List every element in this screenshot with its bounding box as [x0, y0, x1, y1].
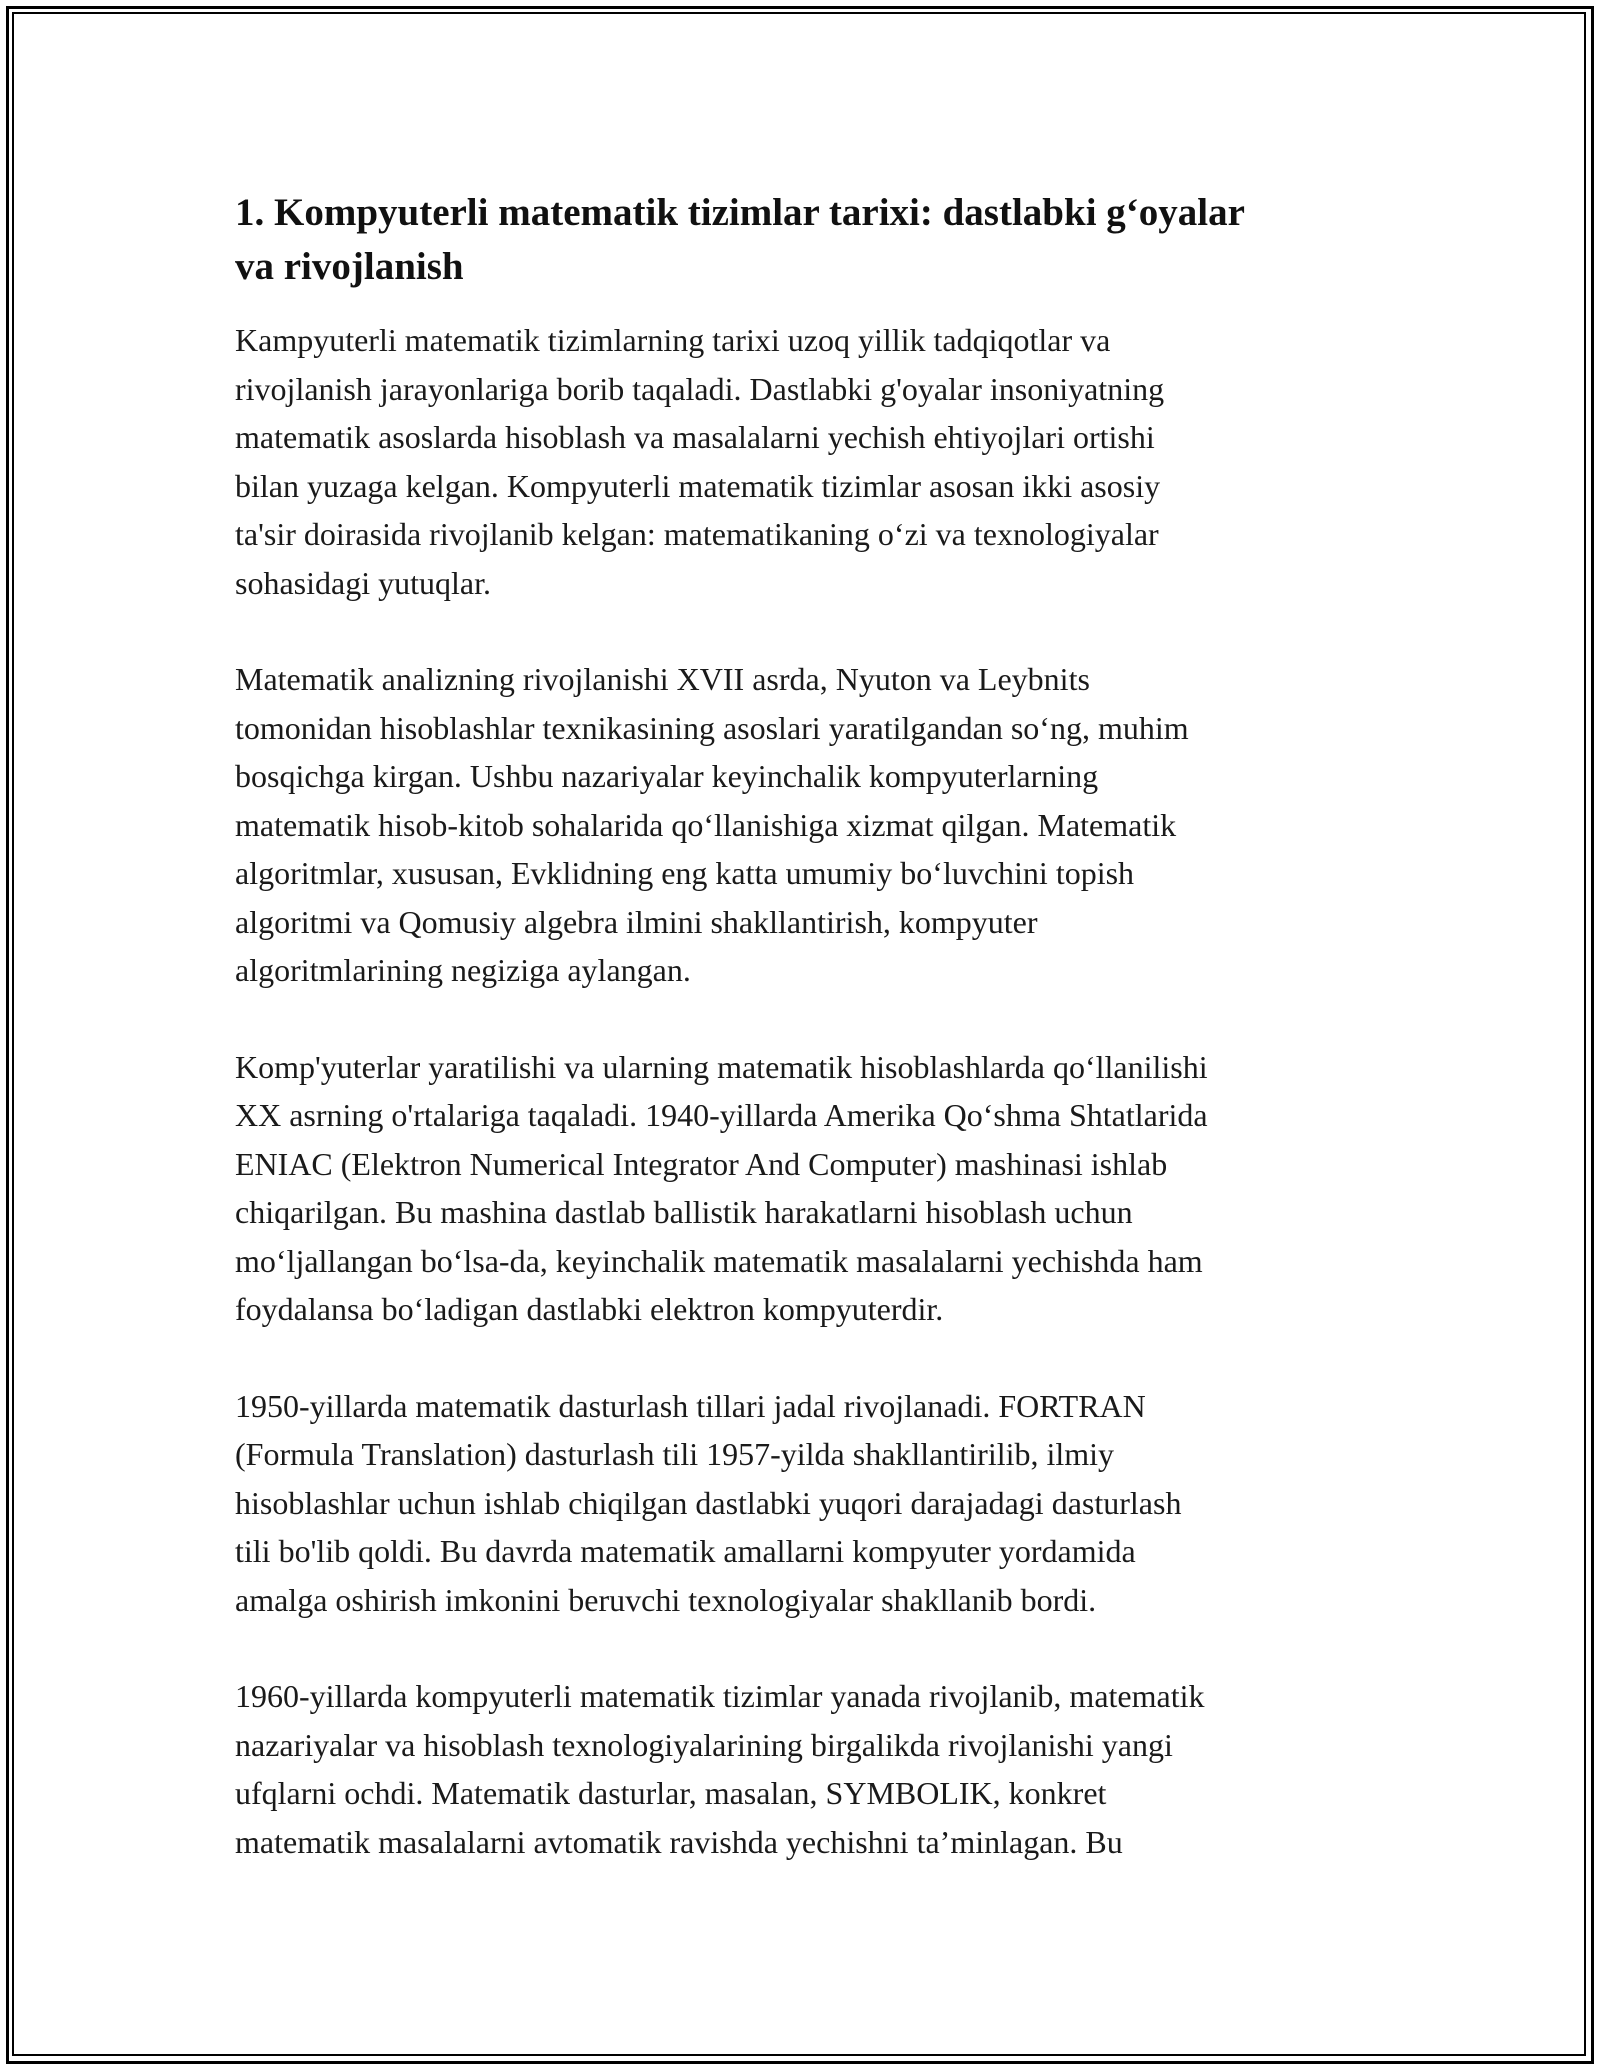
- paragraph-line: algoritmi va Qomusiy algebra ilmini shakllantirish, kompyuter: [235, 903, 1038, 940]
- paragraph-1: [235, 316, 1365, 607]
- paragraph-line: Komp'yuterlar yaratilishi va ularning matematik hisoblashlarda qo‘llanilishi: [235, 1048, 1208, 1085]
- paragraph-line: nazariyalar va hisoblash texnologiyalarining birgalikda rivojlanishi yangi: [235, 1726, 1173, 1763]
- paragraph-line: (Formula Translation) dasturlash tili 1957-yilda shakllantirilib, ilmiy: [235, 1436, 1115, 1472]
- paragraph-line: sohasidagi yutuqlar.: [235, 564, 491, 601]
- paragraph-line: ENIAC (Elektron Numerical Integrator And Computer) mashinasi ishlab: [235, 1145, 1168, 1182]
- paragraph-line: ta'sir doirasida rivojlanib kelgan: matematikaning o‘zi va texnologiyalar: [235, 516, 1159, 552]
- document-body: [235, 186, 1365, 1914]
- paragraph-line: bosqichga kirgan. Ushbu nazariyalar keyinchalik kompyuterlarning: [235, 758, 1099, 794]
- paragraph-line: ufqlarni ochdi. Matematik dasturlar, masalan, SYMBOLIK, konkret: [235, 1775, 1107, 1811]
- paragraph-line: tomonidan hisoblashlar texnikasining asoslari yaratilgandan so‘ng, muhim: [235, 709, 1189, 746]
- section-heading: [235, 186, 1365, 294]
- paragraph-4: [235, 1382, 1365, 1625]
- paragraph-line: Kampyuterli matematik tizimlarning tarixi uzoq yillik tadqiqotlar va: [235, 322, 1111, 358]
- paragraph-line: matematik asoslarda hisoblash va masalalarni yechish ehtiyojlari ortishi: [235, 419, 1155, 455]
- paragraph-line: rivojlanish jarayonlariga borib taqaladi. Dastlabki g'oyalar insoniyatning: [235, 370, 1165, 407]
- paragraph-line: mo‘ljallangan bo‘lsa-da, keyinchalik matematik masalalarni yechishda ham: [235, 1242, 1203, 1279]
- paragraph-line: foydalansa bo‘ladigan dastlabki elektron kompyuterdir.: [235, 1291, 944, 1327]
- paragraph-line: matematik hisob-kitob sohalarida qo‘llanishiga xizmat qilgan. Matematik: [235, 806, 1177, 843]
- paragraph-line: chiqarilgan. Bu mashina dastlab ballistik harakatlarni hisoblash uchun: [235, 1194, 1133, 1230]
- paragraph-line: algoritmlarining negiziga aylangan.: [235, 952, 691, 988]
- paragraph-line: matematik masalalarni avtomatik ravishda yechishni ta’minlagan. Bu: [235, 1823, 1123, 1860]
- heading-line: va rivojlanish: [235, 245, 464, 288]
- paragraph-3: [235, 1043, 1365, 1334]
- paragraph-line: 1960-yillarda kompyuterli matematik tizimlar yanada rivojlanib, matematik: [235, 1678, 1205, 1714]
- paragraph-line: XX asrning o'rtalariga taqaladi. 1940-yillarda Amerika Qo‘shma Shtatlarida: [235, 1097, 1208, 1133]
- paragraph-line: amalga oshirish imkonini beruvchi texnologiyalar shakllanib bordi.: [235, 1581, 1097, 1618]
- paragraph-line: 1950-yillarda matematik dasturlash tillari jadal rivojlanadi. FORTRAN: [235, 1387, 1146, 1424]
- paragraph-line: hisoblashlar uchun ishlab chiqilgan dastlabki yuqori darajadagi dasturlash: [235, 1484, 1182, 1521]
- heading-line: 1. Kompyuterli matematik tizimlar tarixi: dastlabki g‘oyalar: [235, 191, 1245, 234]
- paragraph-line: Matematik analizning rivojlanishi XVII asrda, Nyuton va Leybnits: [235, 661, 1090, 697]
- paragraph-line: bilan yuzaga kelgan. Kompyuterli matematik tizimlar asosan ikki asosiy: [235, 467, 1161, 504]
- paragraph-5: [235, 1672, 1365, 1866]
- paragraph-line: tili bo'lib qoldi. Bu davrda matematik amallarni kompyuter yordamida: [235, 1533, 1136, 1569]
- paragraph-line: algoritmlar, xususan, Evklidning eng katta umumiy bo‘luvchini topish: [235, 855, 1135, 891]
- paragraph-2: [235, 655, 1365, 995]
